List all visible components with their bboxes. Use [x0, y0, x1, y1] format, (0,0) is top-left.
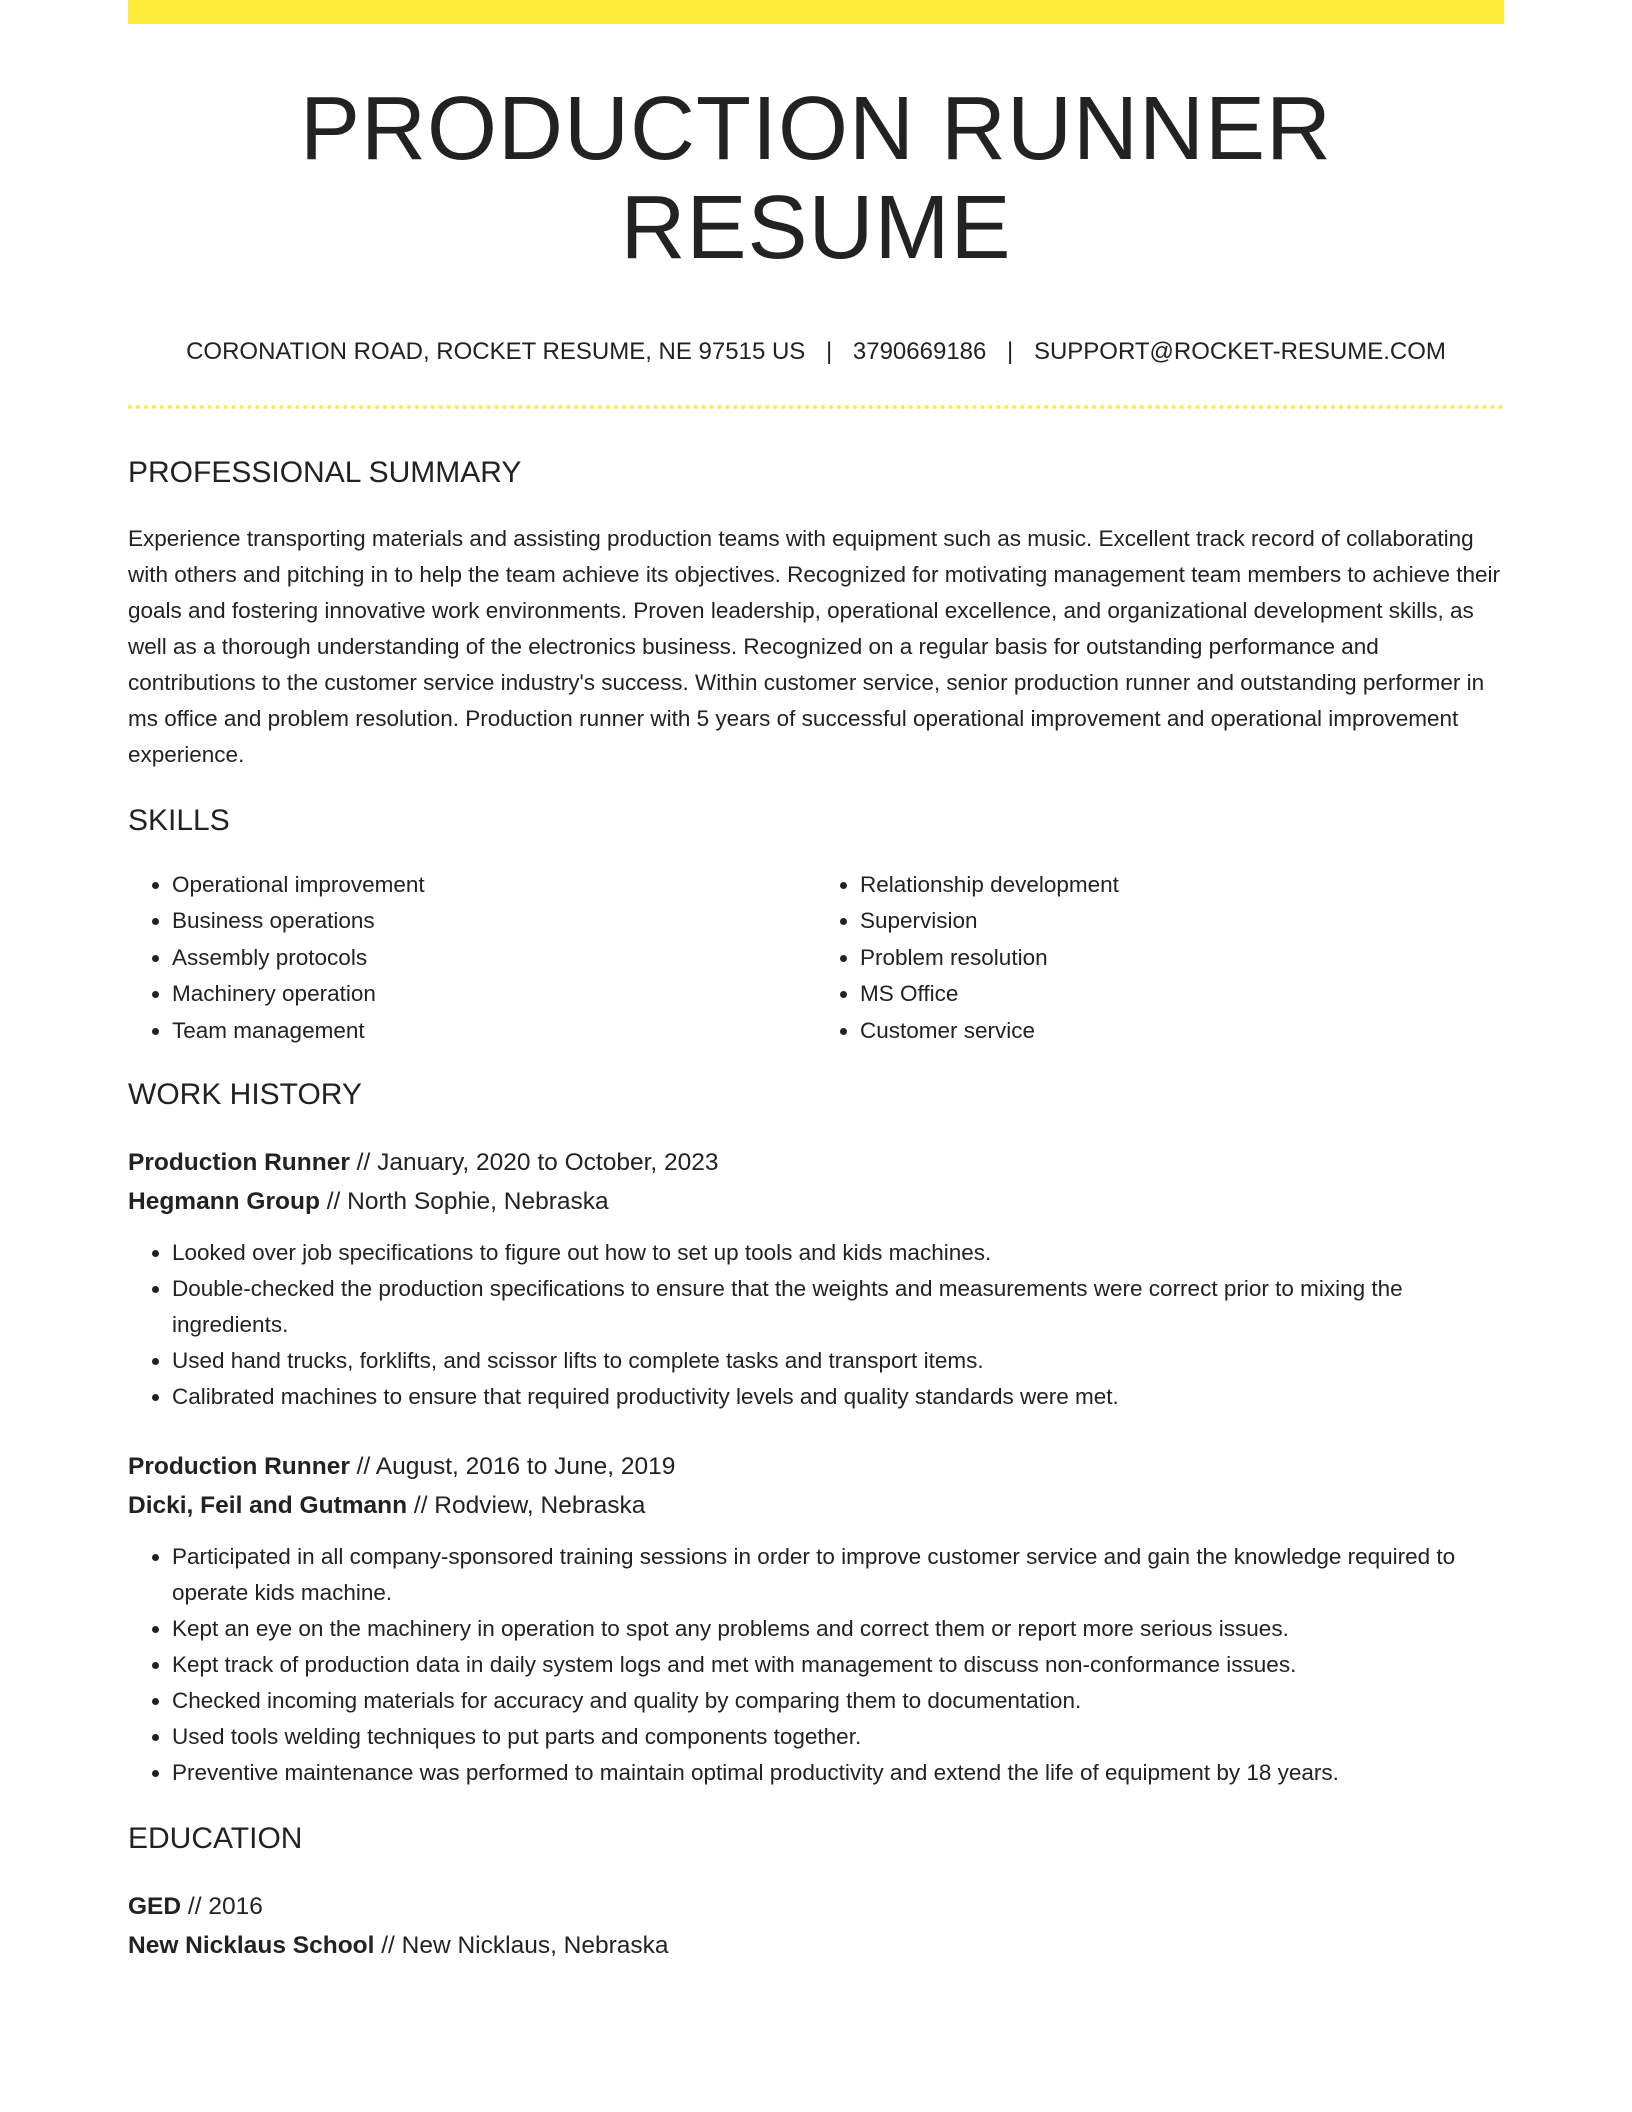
skill-item: • Operational improvement — [172, 867, 816, 904]
accent-bar — [128, 0, 1504, 24]
job-dates: // August, 2016 to June, 2019 — [349, 1453, 676, 1481]
education-degree-line — [128, 1887, 1504, 1926]
resume-page — [128, 0, 1504, 1965]
job-location: // Rodview, Nebraska — [407, 1492, 646, 1520]
job-company: Hegmann Group — [128, 1188, 320, 1216]
job-role: Production Runner — [128, 1453, 350, 1481]
skill-item: • Customer service — [860, 1013, 1504, 1050]
contact-email[interactable]: SUPPORT@ROCKET-RESUME.COM — [1033, 338, 1446, 365]
contact-separator: | — [1007, 338, 1014, 365]
job-title-line — [128, 1143, 1504, 1182]
job-bullet: • Used hand trucks, forklifts, and scissor lifts to complete tasks and transport items. — [172, 1343, 1504, 1379]
job-company-line — [128, 1182, 1504, 1221]
contact-address: CORONATION ROAD, ROCKET RESUME, NE 97515 US — [186, 338, 806, 365]
job-bullet: • Preventive maintenance was performed to maintain optimal productivity and extend the life of equipment by 18 years. — [172, 1755, 1504, 1791]
skills-column-left — [128, 867, 816, 1050]
job-entry — [128, 1143, 1504, 1415]
job-bullet: • Kept an eye on the machinery in operation to spot any problems and correct them or report more serious issues. — [172, 1611, 1504, 1647]
summary-heading: PROFESSIONAL SUMMARY — [128, 455, 522, 489]
job-bullets — [128, 1539, 1504, 1791]
skill-item: • Business operations — [172, 903, 816, 940]
skill-item: • Problem resolution — [860, 940, 1504, 977]
education-year: // 2016 — [181, 1893, 263, 1921]
skill-item: • Supervision — [860, 903, 1504, 940]
education-location: // New Nicklaus, Nebraska — [374, 1932, 669, 1960]
skill-item: • Relationship development — [860, 867, 1504, 904]
skill-item: • MS Office — [860, 976, 1504, 1013]
job-bullet: • Double-checked the production specifications to ensure that the weights and measurements were correct prior to mixing the ingredients. — [172, 1271, 1504, 1343]
job-company: Dicki, Feil and Gutmann — [128, 1492, 408, 1520]
job-title-line — [128, 1447, 1504, 1486]
skill-item: • Machinery operation — [172, 976, 816, 1013]
skill-item: • Team management — [172, 1013, 816, 1050]
skills-list — [128, 867, 1504, 1050]
skills-column-right — [816, 867, 1504, 1050]
job-dates: // January, 2020 to October, 2023 — [349, 1149, 719, 1177]
education-school: New Nicklaus School — [128, 1932, 375, 1960]
job-bullets — [128, 1235, 1504, 1415]
job-bullet: • Participated in all company-sponsored training sessions in order to improve customer service and gain the knowledge required to operate kids machine. — [172, 1539, 1504, 1611]
job-bullet: • Used tools welding techniques to put parts and components together. — [172, 1719, 1504, 1755]
skills-heading: SKILLS — [128, 803, 230, 837]
job-location: // North Sophie, Nebraska — [319, 1188, 609, 1216]
contact-phone: 3790669186 — [852, 338, 987, 365]
work-history-heading: WORK HISTORY — [128, 1078, 362, 1112]
job-bullet: • Kept track of production data in daily system logs and met with management to discuss non-conformance issues. — [172, 1647, 1504, 1683]
job-bullet: • Calibrated machines to ensure that required productivity levels and quality standards were met. — [172, 1379, 1504, 1415]
summary-text: Experience transporting materials and assisting production teams with equipment such as music. Excellent track record of collaborating with others and pitching in to help the team achieve its objectives. Recognized for motivating management team members to achieve their goals and fostering innovative work environments. Proven leadership, operational excellence, and organizational development skills, as well as a thorough understanding of the electronics business. Recognized on a regular basis for outstanding performance and contributions to the customer service industry's success. Within customer service, senior production runner and outstanding performer in ms office and problem resolution. Production runner with 5 years of successful operational improvement and operational improvement experience. — [128, 525, 1500, 767]
skill-item: • Assembly protocols — [172, 940, 816, 977]
header-divider — [128, 405, 1504, 409]
contact-line — [128, 338, 1504, 367]
education-school-line — [128, 1926, 1504, 1965]
education-heading: EDUCATION — [128, 1822, 303, 1856]
job-company-line — [128, 1486, 1504, 1525]
education-degree: GED — [128, 1893, 182, 1921]
job-bullet: • Looked over job specifications to figure out how to set up tools and kids machines. — [172, 1235, 1504, 1271]
job-bullet: • Checked incoming materials for accuracy and quality by comparing them to documentation. — [172, 1683, 1504, 1719]
contact-separator: | — [825, 338, 833, 365]
job-entry — [128, 1447, 1504, 1791]
job-role: Production Runner — [128, 1149, 350, 1177]
resume-title: PRODUCTION RUNNER RESUME — [299, 79, 1332, 278]
